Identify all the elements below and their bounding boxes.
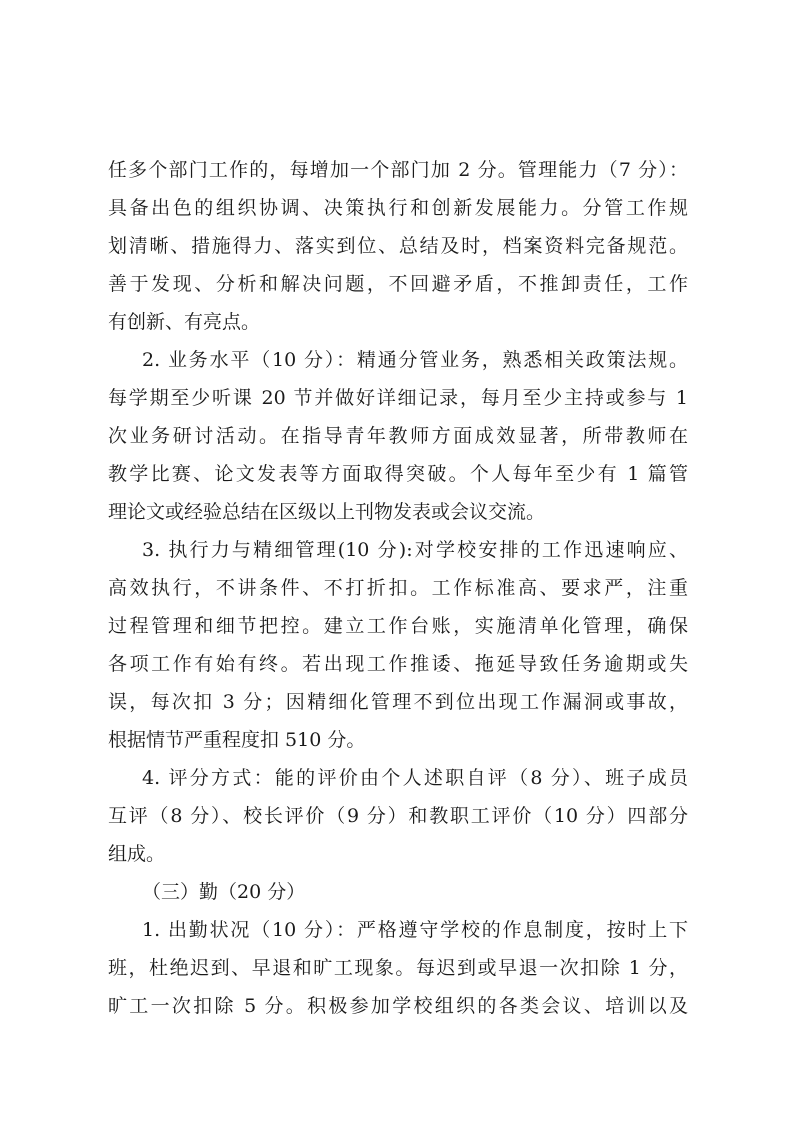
text-line: 互评（8 分）、校长评价（9 分）和教职工评价（10 分）四部分 [108,805,688,827]
text-line: 次业务研讨活动。在指导青年教师方面成效显著，所带教师在 [108,425,688,447]
text-line: 误，每次扣 3 分；因精细化管理不到位出现工作漏洞或事故， [108,691,688,713]
text-line: 旷工一次扣除 5 分。积极参加学校组织的各类会议、培训以及 [108,995,688,1017]
text-line: 划清晰、措施得力、落实到位、总结及时，档案资料完备规范。 [108,235,688,257]
document-body [108,151,688,1025]
text-line: 高效执行，不讲条件、不打折扣。工作标准高、要求严，注重 [108,577,688,599]
text-line: 有创新、有亮点。 [108,311,261,333]
text-line: 每学期至少听课 20 节并做好详细记录，每月至少主持或参与 1 [108,387,688,409]
text-line: 班，杜绝迟到、早退和旷工现象。每迟到或早退一次扣除 1 分， [108,957,688,979]
text-line: 1. 出勤状况（10 分）：严格遵守学校的作息制度，按时上下 [142,919,688,941]
text-line: 根据情节严重程度扣 510 分。 [108,729,366,751]
text-line: 4. 评分方式：能的评价由个人述职自评（8 分）、班子成员 [142,767,688,789]
text-line: 各项工作有始有终。若出现工作推诿、拖延导致任务逾期或失 [108,653,688,675]
text-line: 过程管理和细节把控。建立工作台账，实施清单化管理，确保 [108,615,688,637]
text-line: 3. 执行力与精细管理(10 分):对学校安排的工作迅速响应、 [142,539,688,561]
text-line: 善于发现、分析和解决问题，不回避矛盾，不推卸责任，工作 [108,273,688,295]
text-line: 理论文或经验总结在区级以上刊物发表或会议交流。 [108,501,546,523]
text-line: 任多个部门工作的，每增加一个部门加 2 分。管理能力（7 分）： [108,159,688,181]
text-line: 教学比赛、论文发表等方面取得突破。个人每年至少有 1 篇管 [108,463,688,485]
text-line: 组成。 [108,843,166,865]
text-line: 具备出色的组织协调、决策执行和创新发展能力。分管工作规 [108,197,688,219]
text-line: 2. 业务水平（10 分）：精通分管业务，熟悉相关政策法规。 [142,349,688,371]
text-line: （三）勤（20 分） [142,881,306,903]
